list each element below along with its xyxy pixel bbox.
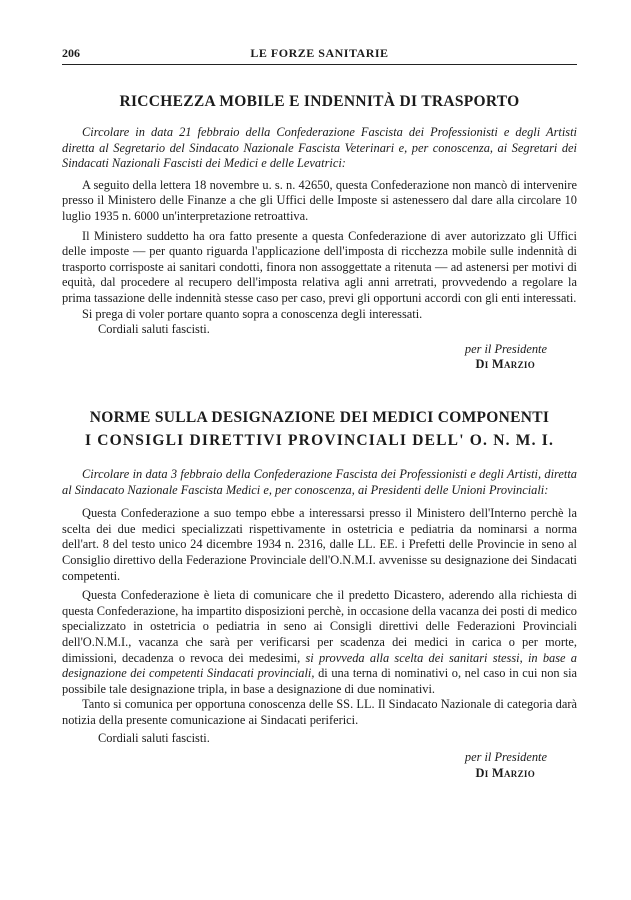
page-number: 206: [62, 46, 80, 60]
article-2-signature: [62, 750, 577, 781]
signature-name: Di Marzio: [475, 765, 535, 780]
article-2: [62, 408, 577, 781]
paragraph-2-text-b: di una terna di nominativi o, nel caso in cui non sia possibile tale designazione tripla, in base a designazione di due nominativi.: [62, 666, 578, 696]
signature-role: per il Presidente: [464, 341, 547, 356]
article-1: [62, 92, 577, 373]
article-2-closing: Cordiali saluti fascisti.: [98, 730, 210, 745]
article-2-paragraph-3: Tanto si comunica per opportuna conoscenza delle SS. LL. Il Sindacato Nazionale di categoria darà notizia della presente comunicazione ai Sindacati periferici.: [62, 697, 577, 727]
article-1-closing: Cordiali saluti fascisti.: [98, 322, 210, 337]
running-title: LE FORZE SANITARIE: [250, 46, 389, 60]
signature-role: per il Presidente: [464, 750, 547, 765]
signature-name: Di Marzio: [475, 357, 535, 372]
article-1-title: RICCHEZZA MOBILE E INDENNITÀ DI TRASPORTO: [119, 93, 520, 110]
article-1-paragraph-2: Il Ministero suddetto ha ora fatto presente a questa Confederazione di aver autorizzato gli Uffici delle imposte — per quanto riguarda l'applicazione dell'imposta di ricchezza mobile sulle indennità di trasporto corrisposte ai sanitari condotti, finora non assoggettate a ritenuta — ad astenersi per motivi di equità, dal procedere al recupero dell'imposta relativa agli anni arretrati, provvedendo a regolare la prima tassazione delle indennità stesse caso per caso, previ gli opportuni accordi con gli enti interessati.: [62, 228, 577, 305]
article-1-signature: [62, 342, 577, 373]
article-2-paragraph-2: [62, 588, 577, 697]
article-1-intro: Circolare in data 21 febbraio della Confederazione Fascista dei Professionisti e degli Artisti diretta al Segretario del Sindacato Nazionale Fascista Veterinari e, per conoscenza, ai Segretari dei Sindacati Nazionali Fascisti dei Medici e delle Levatrici:: [62, 125, 577, 171]
article-1-paragraph-1: A seguito della lettera 18 novembre u. s. n. 42650, questa Confederazione non mancò di intervenire presso il Ministero delle Finanze a che gli Uffici delle Imposte si astenessero dal dare alla circolare 10 luglio 1935 n. 6000 un'interpretazione retroattiva.: [62, 177, 577, 223]
article-2-intro: Circolare in data 3 febbraio della Confederazione Fascista dei Professionisti e degli Artisti, diretta al Sindacato Nazionale Fascista Medici e, per conoscenza, ai Presidenti delle Unioni Provinciali:: [62, 467, 577, 497]
page-header: [62, 46, 577, 62]
article-1-paragraph-3: Si prega di voler portare quanto sopra a conoscenza degli interessati.: [82, 306, 423, 321]
article-2-title-line-1: NORME SULLA DESIGNAZIONE DEI MEDICI COMPONENTI: [89, 409, 550, 426]
paragraph-2-text-a: Questa Confederazione è lieta di comunicare che il predetto Dicastero, aderendo alla richiesta di questa Confederazione, ha impartito disposizioni perchè, in occasione della vacanza dei posti di medico specializzato in ostetricia o pediatria in seno ai Consigli direttivi delle Federazioni Provinciali dell'O.N.M.I., vacanza che sarà per verificarsi per scadenza dei medici in carica o per morte, dimissioni, decadenza o revoca dei medesimi,: [62, 588, 577, 665]
paragraph-2-emphasis: si provveda alla scelta dei sanitari stessi, in base a designazione dei competenti Sindacati provinciali,: [62, 650, 577, 681]
article-2-paragraph-1: Questa Confederazione a suo tempo ebbe a interessarsi presso il Ministero dell'Interno perchè la scelta dei due medici specializzati rispettivamente in ostetricia e pediatria da nominarsi a norma dell'art. 8 del testo unico 24 dicembre 1934 n. 2316, dalle LL. EE. i Prefetti delle Provincie in seno al Consiglio direttivo della Federazione Provinciale dell'O.N.M.I. avvenisse su designazione dei Sindacati competenti.: [62, 506, 577, 583]
article-2-title-line-2: I CONSIGLI DIRETTIVI PROVINCIALI DELL' O. N. M. I.: [84, 432, 555, 449]
header-rule: [62, 64, 577, 65]
